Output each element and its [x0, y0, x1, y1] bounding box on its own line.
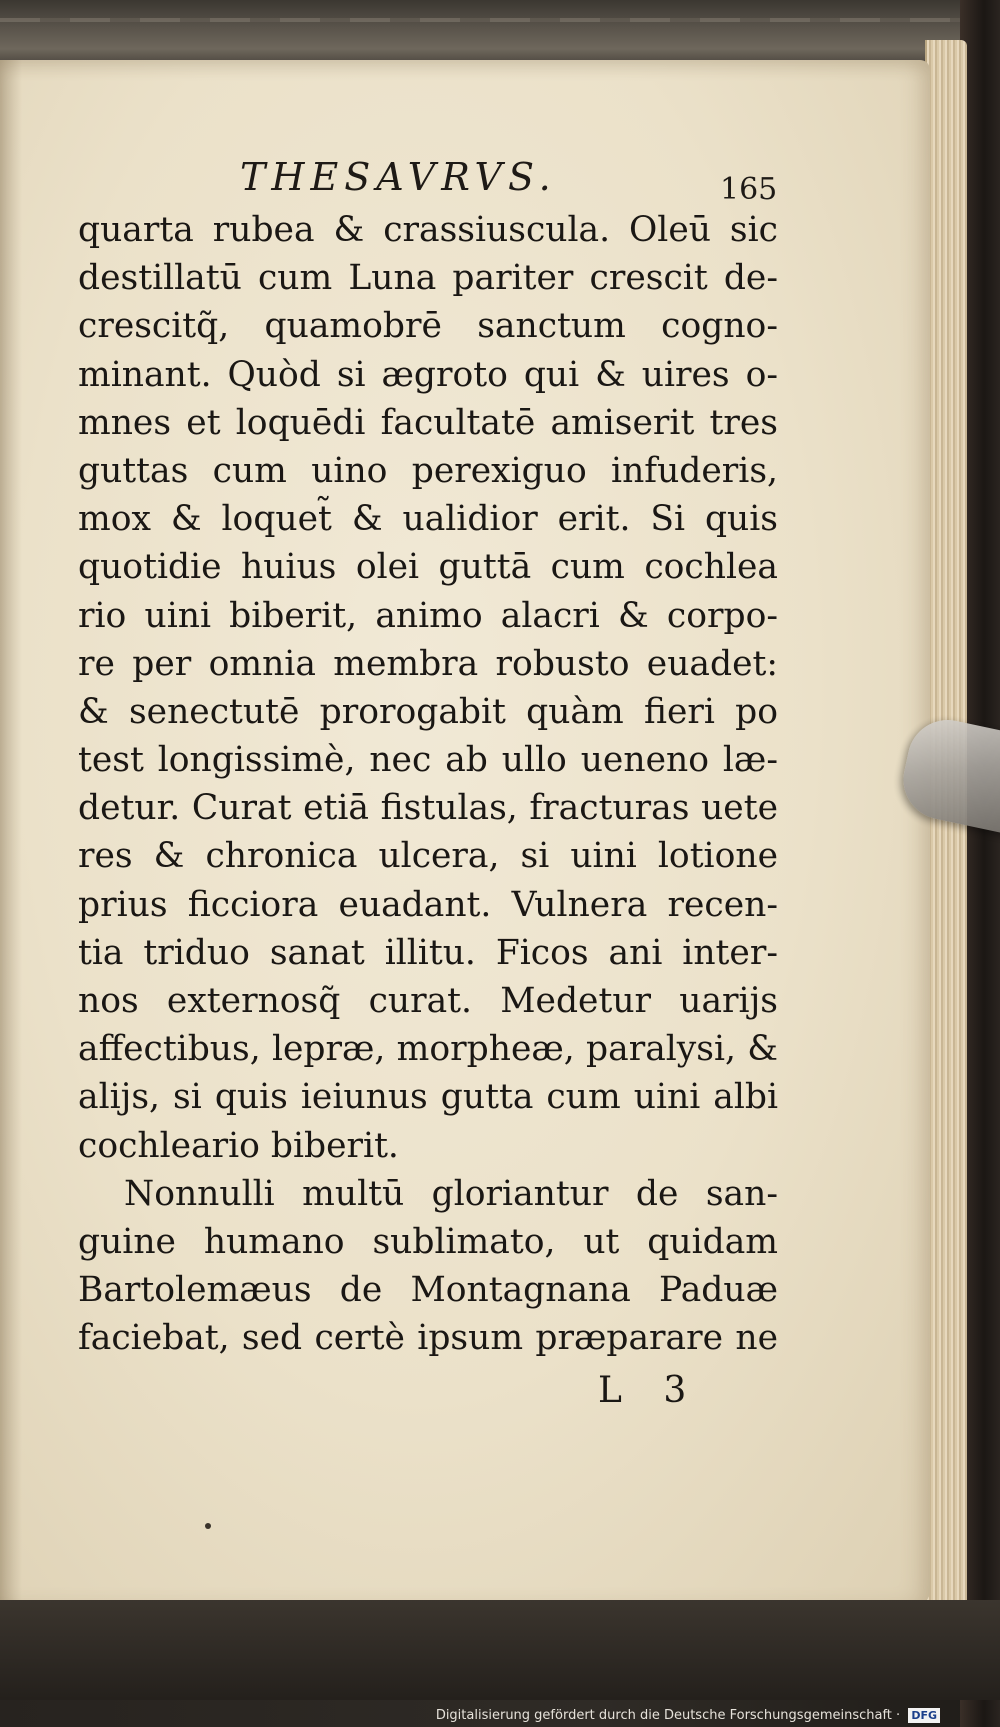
signature-mark: L 3	[598, 1370, 687, 1411]
text-line: rio uini biberit, animo alacri & corpo-	[78, 595, 778, 636]
text-line: tia triduo sanat illitu. Ficos ani inter-	[78, 932, 778, 973]
text-line: destillatū cum Luna pariter crescit de-	[78, 258, 778, 299]
paper-speck	[205, 1523, 211, 1529]
body-text	[78, 206, 778, 1363]
text-line: mnes et loquēdi facultatē amiserit tres	[78, 402, 778, 443]
text-line: nos externosq̃ curat. Medetur uarijs	[78, 981, 778, 1021]
text-line: crescitq̃, quamobrē sanctum cogno-	[78, 306, 778, 347]
credit-text: Digitalisierung gefördert durch die Deutsche Forschungsgemeinschaft ·	[435, 1708, 901, 1723]
text-line: res & chronica ulcera, si uini lotione	[78, 836, 778, 877]
text-line: mox & loquet̃ & ualidior erit. Si quis	[78, 499, 778, 540]
text-line: prius ficciora euadant. Vulnera recen-	[78, 884, 778, 925]
text-line: guttas cum uino perexiguo infuderis,	[78, 450, 778, 491]
running-head: THESAVRVS.	[240, 155, 557, 199]
text-line-paragraph-start: Nonnulli multū gloriantur de san-	[124, 1173, 778, 1214]
text-line: quotidie huius olei guttā cum cochlea	[78, 547, 778, 588]
text-line: test longissimè, nec ab ullo ueneno læ-	[78, 740, 778, 781]
page-stack-fore-edge	[925, 40, 967, 1610]
digitization-credit	[436, 1708, 940, 1723]
text-line: re per omnia membra robusto euadet:	[78, 643, 778, 684]
text-line: cochleario biberit.	[78, 1125, 399, 1166]
text-line: quarta rubea & crassiuscula. Oleū sic	[78, 210, 778, 250]
text-line: faciebat, sed certè ipsum præparare ne	[78, 1318, 778, 1359]
text-line: Bartolemæus de Montagnana Paduæ	[78, 1270, 778, 1311]
text-line: minant. Quòd si ægroto qui & uires o-	[78, 354, 778, 395]
scan-bed-bottom	[0, 1600, 1000, 1700]
text-line: detur. Curat etiā fistulas, fracturas uete	[78, 788, 778, 829]
text-line: affectibus, lepræ, morpheæ, paralysi, &	[78, 1029, 778, 1070]
page-number: 165	[720, 172, 778, 207]
dfg-logo: DFG	[908, 1708, 940, 1723]
text-line: & senectutē prorogabit quàm fieri po	[78, 691, 778, 732]
text-line: alijs, si quis ieiunus gutta cum uini albi	[78, 1077, 778, 1118]
text-line: guine humano sublimato, ut quidam	[78, 1221, 778, 1262]
